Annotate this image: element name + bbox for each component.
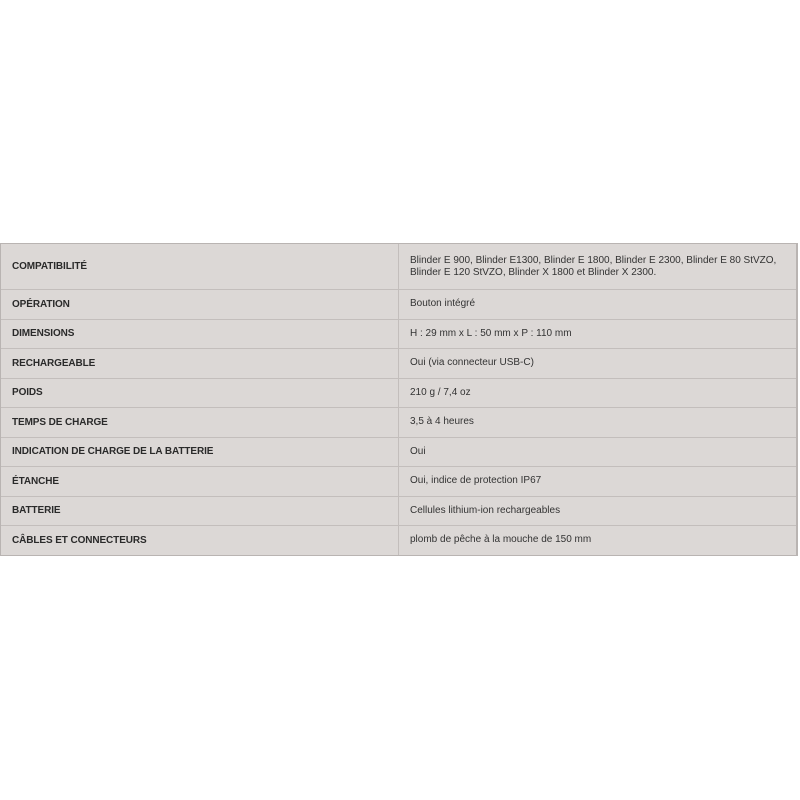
spec-value: plomb de pêche à la mouche de 150 mm (410, 534, 592, 546)
spec-value: 210 g / 7,4 oz (410, 386, 471, 398)
spec-value: Oui, indice de protection IP67 (410, 475, 542, 487)
spec-label: POIDS (1, 379, 399, 408)
spec-value: Oui (via connecteur USB-C) (410, 357, 534, 369)
spec-row-rechargeable (1, 349, 796, 379)
spec-value: Oui (410, 445, 426, 457)
spec-label: TEMPS DE CHARGE (1, 408, 399, 437)
spec-label: CÂBLES ET CONNECTEURS (1, 526, 399, 555)
spec-value: H : 29 mm x L : 50 mm x P : 110 mm (410, 327, 572, 339)
spec-table (0, 243, 798, 556)
spec-label: DIMENSIONS (1, 320, 399, 349)
spec-row-charge-time (1, 408, 796, 438)
spec-label: COMPATIBILITÉ (1, 244, 399, 289)
spec-label: INDICATION DE CHARGE DE LA BATTERIE (1, 438, 399, 467)
spec-label: BATTERIE (1, 497, 399, 526)
spec-row-operation (1, 290, 796, 320)
spec-row-weight (1, 379, 796, 409)
spec-row-battery-indicator (1, 438, 796, 468)
spec-label: RECHARGEABLE (1, 349, 399, 378)
spec-row-battery (1, 497, 796, 527)
spec-row-dimensions (1, 320, 796, 350)
spec-label: ÉTANCHE (1, 467, 399, 496)
spec-row-cables (1, 526, 796, 556)
spec-value: Blinder E 900, Blinder E1300, Blinder E 1800, Blinder E 2300, Blinder E 80 StVZO, Blinder E 120 StVZO, Blinder X 1800 et Blinder X 2300. (410, 254, 777, 278)
spec-value: Bouton intégré (410, 298, 476, 310)
spec-row-compatibility (1, 244, 796, 290)
spec-row-waterproof (1, 467, 796, 497)
spec-value: Cellules lithium-ion rechargeables (410, 504, 561, 516)
spec-value: 3,5 à 4 heures (410, 416, 474, 428)
spec-label: OPÉRATION (1, 290, 399, 319)
